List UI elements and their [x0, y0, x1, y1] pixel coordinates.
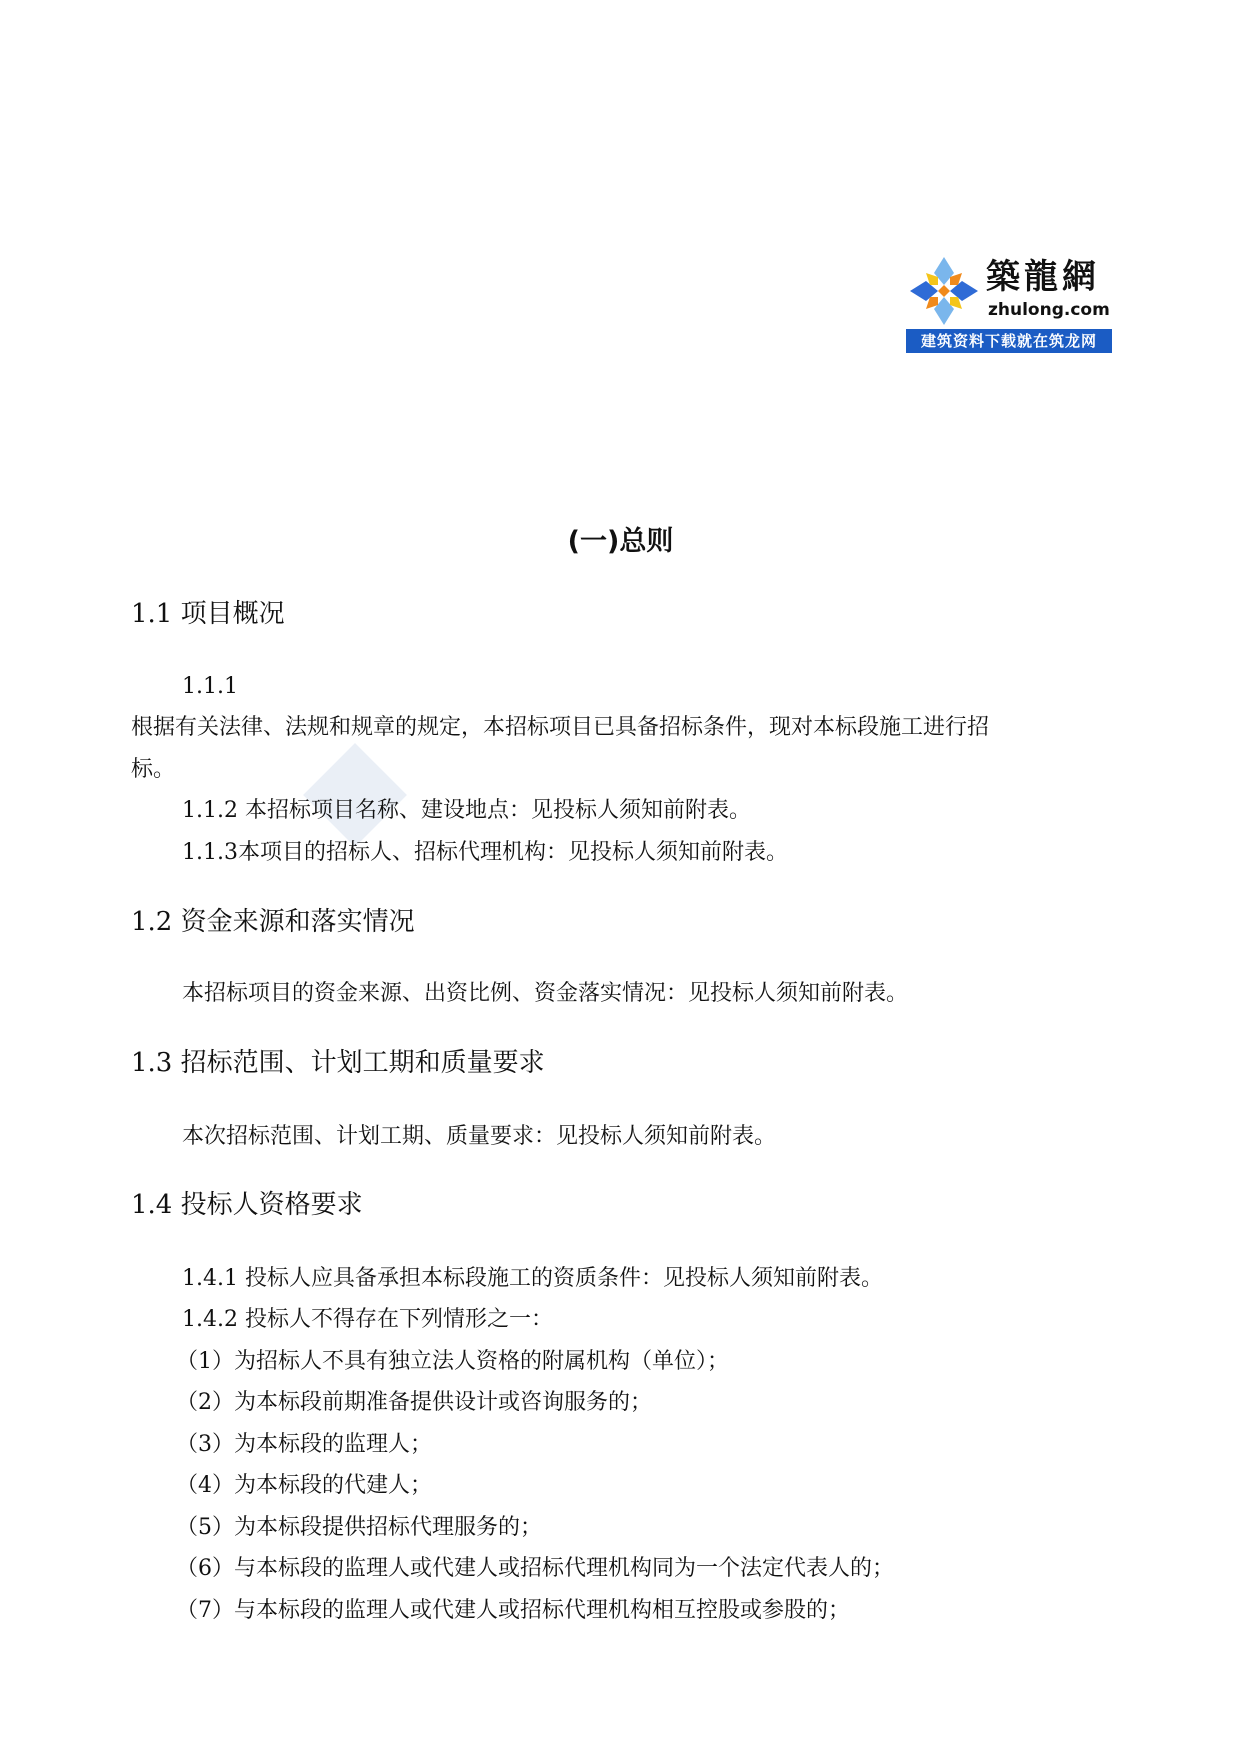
list-item: （7）与本标段的监理人或代建人或招标代理机构相互控股或参股的； [176, 1598, 850, 1623]
list-item: （5）为本标段提供招标代理服务的； [176, 1515, 542, 1540]
clause-1-4-2: 1.4.2 投标人不得存在下列情形之一： [182, 1307, 553, 1332]
section-heading-1-1: 1.1 项目概况 [131, 599, 285, 629]
list-item: （4）为本标段的代建人； [176, 1473, 432, 1498]
logo-top [906, 253, 1112, 327]
logo-domain: zhulong.com [988, 300, 1110, 320]
list-item: （6）与本标段的监理人或代建人或招标代理机构同为一个法定代表人的； [176, 1556, 894, 1581]
section-heading-1-2: 1.2 资金来源和落实情况 [131, 907, 415, 937]
zhulong-logo[interactable] [906, 253, 1112, 353]
section-heading-1-4: 1.4 投标人资格要求 [131, 1190, 363, 1220]
clause-number-1-1-1: 1.1.1 [182, 674, 238, 699]
clause-1-1-3: 1.1.3本项目的招标人、招标代理机构：见投标人须知前附表。 [182, 840, 788, 865]
zhulong-logo-watermark-icon [300, 740, 410, 850]
clause-1-1-1-line-2: 标。 [131, 757, 176, 782]
section-1-2-paragraph: 本招标项目的资金来源、出资比例、资金落实情况：见投标人须知前附表。 [182, 981, 909, 1006]
list-item: （1）为招标人不具有独立法人资格的附属机构（单位）； [176, 1349, 729, 1374]
list-item: （2）为本标段前期准备提供设计或咨询服务的； [176, 1390, 652, 1415]
section-heading-1-3: 1.3 招标范围、计划工期和质量要求 [131, 1048, 545, 1078]
section-1-3-paragraph: 本次招标范围、计划工期、质量要求：见投标人须知前附表。 [182, 1124, 777, 1149]
list-item: （3）为本标段的监理人； [176, 1432, 432, 1457]
zhulong-mark-icon [908, 255, 980, 327]
clause-1-4-1: 1.4.1 投标人应具备承担本标段施工的资质条件：见投标人须知前附表。 [182, 1266, 883, 1291]
logo-chinese-name: 築龍網 [986, 257, 1100, 297]
clause-1-1-2: 1.1.2 本招标项目名称、建设地点：见投标人须知前附表。 [182, 798, 751, 823]
clause-1-1-1-line-1: 根据有关法律、法规和规章的规定，本招标项目已具备招标条件，现对本标段施工进行招 [131, 715, 990, 740]
document-title: (一)总则 [567, 526, 674, 557]
logo-tagline: 建筑资料下载就在筑龙网 [906, 329, 1112, 353]
